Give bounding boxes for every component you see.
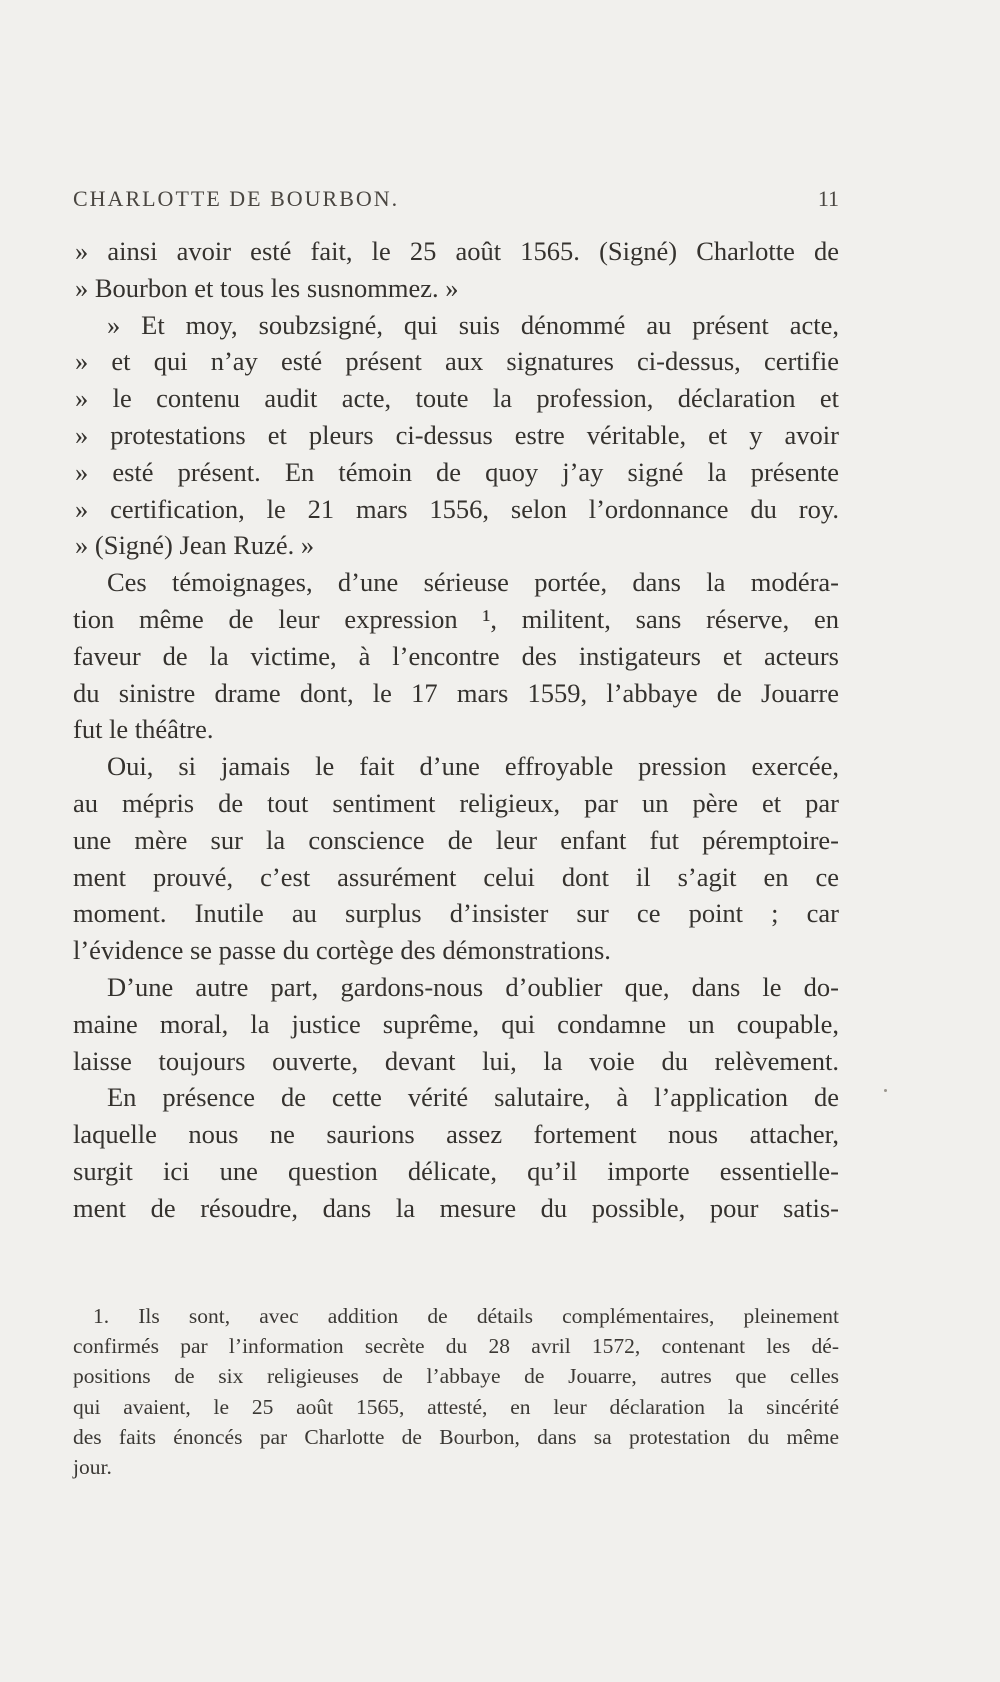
- text-line: l’évidence se passe du cortège des démonstrations.: [73, 935, 611, 966]
- text-line: fut le théâtre.: [73, 714, 214, 745]
- text-line: » certification, le 21 mars 1556, selon l’ordonnance du roy.: [75, 493, 839, 524]
- footnote-line: des faits énoncés par Charlotte de Bourbon, dans sa protestation du même: [73, 1424, 839, 1449]
- main-text: [73, 233, 839, 1227]
- text-line: » (Signé) Jean Ruzé. »: [75, 530, 315, 561]
- text-line: » protestations et pleurs ci-dessus estre véritable, et y avoir: [75, 419, 839, 450]
- paper-speck: [884, 1089, 887, 1092]
- footnote-line: qui avaient, le 25 août 1565, attesté, en leur déclaration la sincérité: [73, 1394, 839, 1419]
- text-line: au mépris de tout sentiment religieux, par un père et par: [73, 787, 839, 818]
- page-number: 11: [817, 186, 839, 211]
- text-line: En présence de cette vérité salutaire, à l’application de: [107, 1082, 839, 1113]
- text-line: » ainsi avoir esté fait, le 25 août 1565. (Signé) Charlotte de: [75, 236, 839, 266]
- text-line: moment. Inutile au surplus d’insister sur ce point ; car: [73, 898, 839, 929]
- text-line: du sinistre drame dont, le 17 mars 1559, l’abbaye de Jouarre: [73, 677, 839, 708]
- text-line: Ces témoignages, d’une sérieuse portée, dans la modéra-: [107, 567, 839, 598]
- text-line: maine moral, la justice suprême, qui condamne un coupable,: [73, 1008, 839, 1039]
- text-line: » esté présent. En témoin de quoy j’ay signé la présente: [75, 456, 839, 487]
- running-header: [73, 186, 839, 212]
- footnote-line: confirmés par l’information secrète du 28 avril 1572, contenant les dé-: [73, 1334, 839, 1359]
- text-line: » et qui n’ay esté présent aux signatures ci-dessus, certifie: [75, 346, 839, 377]
- footnote-line: positions de six religieuses de l’abbaye de Jouarre, autres que celles: [73, 1364, 839, 1389]
- text-line: » le contenu audit acte, toute la profession, déclaration et: [75, 383, 839, 414]
- text-line: Oui, si jamais le fait d’une effroyable pression exercée,: [107, 751, 839, 782]
- text-line: » Et moy, soubzsigné, qui suis dénommé au présent acte,: [107, 309, 839, 340]
- text-line: » Bourbon et tous les susnommez. »: [75, 272, 459, 303]
- text-line: faveur de la victime, à l’encontre des instigateurs et acteurs: [73, 640, 839, 671]
- text-line: D’une autre part, gardons-nous d’oublier que, dans le do-: [107, 971, 839, 1002]
- footnote: [73, 1301, 839, 1482]
- text-line: laisse toujours ouverte, devant lui, la voie du relèvement.: [73, 1045, 839, 1076]
- running-title: CHARLOTTE DE BOURBON.: [73, 186, 400, 211]
- text-line: surgit ici une question délicate, qu’il importe essentielle-: [73, 1155, 839, 1186]
- text-line: laquelle nous ne saurions assez fortement nous attacher,: [73, 1119, 839, 1150]
- text-line: une mère sur la conscience de leur enfant fut péremptoire-: [73, 824, 839, 855]
- footnote-line: jour.: [73, 1455, 112, 1480]
- text-line: tion même de leur expression ¹, militent, sans réserve, en: [73, 603, 839, 634]
- text-line: ment de résoudre, dans la mesure du possible, pour satis-: [73, 1192, 839, 1223]
- footnote-line: 1. Ils sont, avec addition de détails complémentaires, pleinement: [93, 1304, 839, 1328]
- text-line: ment prouvé, c’est assurément celui dont il s’agit en ce: [73, 861, 839, 892]
